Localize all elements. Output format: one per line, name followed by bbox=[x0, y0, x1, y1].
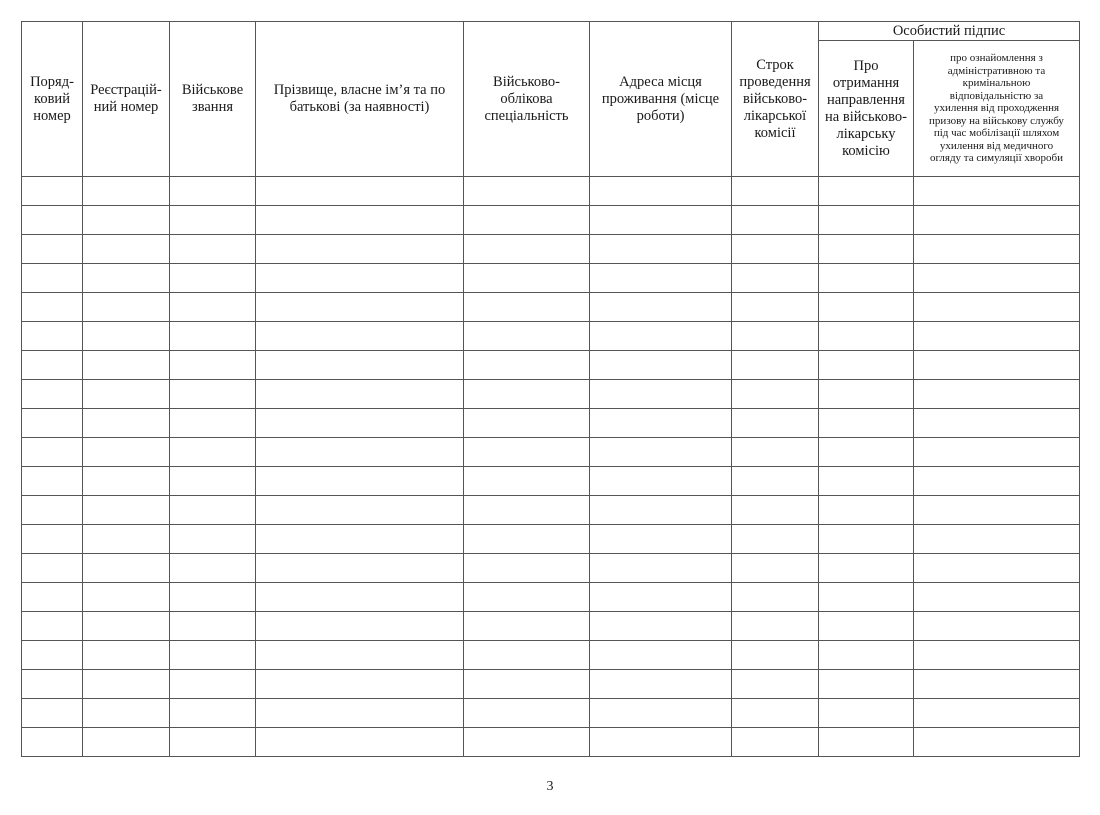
table-row bbox=[22, 177, 1080, 206]
table-cell[interactable] bbox=[170, 322, 256, 351]
table-cell[interactable] bbox=[170, 525, 256, 554]
table-row bbox=[22, 525, 1080, 554]
table-cell[interactable] bbox=[464, 612, 590, 641]
table-cell[interactable] bbox=[914, 612, 1080, 641]
table-row bbox=[22, 554, 1080, 583]
table-cell[interactable] bbox=[590, 612, 732, 641]
table-cell[interactable] bbox=[170, 554, 256, 583]
table-cell[interactable] bbox=[22, 641, 83, 670]
table-cell[interactable] bbox=[914, 351, 1080, 380]
table-cell[interactable] bbox=[590, 177, 732, 206]
table-cell[interactable] bbox=[464, 583, 590, 612]
col-header-rank-text: Військове звання bbox=[181, 82, 244, 115]
col-header-acknowledgement-text: про ознайомлення з адміністративною та кримінальною відповідальністю за ухилення від проходження призову на військову службу під час мобілізації шляхом ухилення від медичного огляду та симуляції хвороби bbox=[929, 52, 1064, 165]
table-cell[interactable] bbox=[256, 177, 464, 206]
table-cell[interactable] bbox=[732, 496, 819, 525]
table-cell[interactable] bbox=[914, 525, 1080, 554]
table-cell[interactable] bbox=[590, 264, 732, 293]
table-cell[interactable] bbox=[590, 206, 732, 235]
col-header-address bbox=[590, 22, 732, 177]
col-header-full-name bbox=[256, 22, 464, 177]
table-cell[interactable] bbox=[732, 670, 819, 699]
table-cell[interactable] bbox=[819, 206, 914, 235]
table-cell[interactable] bbox=[732, 177, 819, 206]
table-cell[interactable] bbox=[83, 438, 170, 467]
col-header-referral-text: Про отримання направлення на військово- лікарську комісію bbox=[825, 57, 907, 159]
table-cell[interactable] bbox=[256, 438, 464, 467]
table-cell[interactable] bbox=[819, 438, 914, 467]
table-cell[interactable] bbox=[914, 728, 1080, 757]
table-cell[interactable] bbox=[732, 351, 819, 380]
table-cell[interactable] bbox=[83, 177, 170, 206]
table-cell[interactable] bbox=[732, 612, 819, 641]
table-cell[interactable] bbox=[170, 467, 256, 496]
table-cell[interactable] bbox=[22, 496, 83, 525]
table-cell[interactable] bbox=[83, 670, 170, 699]
col-header-order bbox=[22, 22, 83, 177]
table-cell[interactable] bbox=[590, 293, 732, 322]
table-cell[interactable] bbox=[464, 206, 590, 235]
table-cell[interactable] bbox=[590, 380, 732, 409]
table-cell[interactable] bbox=[732, 583, 819, 612]
table-cell[interactable] bbox=[914, 467, 1080, 496]
table-cell[interactable] bbox=[464, 351, 590, 380]
table-cell[interactable] bbox=[170, 264, 256, 293]
table-cell[interactable] bbox=[170, 235, 256, 264]
table-cell[interactable] bbox=[914, 322, 1080, 351]
col-header-order-text: Поряд- ковий номер bbox=[30, 73, 74, 124]
table-cell[interactable] bbox=[83, 496, 170, 525]
table-cell[interactable] bbox=[256, 612, 464, 641]
table-cell[interactable] bbox=[170, 699, 256, 728]
table-cell[interactable] bbox=[83, 728, 170, 757]
table-cell[interactable] bbox=[590, 641, 732, 670]
table-row bbox=[22, 409, 1080, 438]
table-cell[interactable] bbox=[170, 351, 256, 380]
table-cell[interactable] bbox=[732, 438, 819, 467]
table-cell[interactable] bbox=[819, 380, 914, 409]
table-cell[interactable] bbox=[170, 641, 256, 670]
col-group-signature bbox=[819, 22, 1080, 41]
table-cell[interactable] bbox=[464, 264, 590, 293]
table-cell[interactable] bbox=[819, 351, 914, 380]
col-header-acknowledgement-signature bbox=[914, 41, 1080, 177]
table-cell[interactable] bbox=[464, 235, 590, 264]
table-cell[interactable] bbox=[819, 699, 914, 728]
table-cell[interactable] bbox=[83, 612, 170, 641]
table-cell[interactable] bbox=[256, 409, 464, 438]
table-cell[interactable] bbox=[914, 699, 1080, 728]
table-cell[interactable] bbox=[819, 409, 914, 438]
table-cell[interactable] bbox=[83, 699, 170, 728]
table-cell[interactable] bbox=[22, 206, 83, 235]
table-cell[interactable] bbox=[590, 496, 732, 525]
table-cell[interactable] bbox=[464, 467, 590, 496]
col-header-specialty-text: Військово- облікова спеціальність bbox=[484, 73, 569, 124]
table-cell[interactable] bbox=[914, 177, 1080, 206]
table-cell[interactable] bbox=[590, 699, 732, 728]
table-cell[interactable] bbox=[464, 438, 590, 467]
table-cell[interactable] bbox=[732, 641, 819, 670]
table-cell[interactable] bbox=[256, 554, 464, 583]
table-row bbox=[22, 293, 1080, 322]
table-row bbox=[22, 612, 1080, 641]
table-cell[interactable] bbox=[819, 554, 914, 583]
table-cell[interactable] bbox=[256, 380, 464, 409]
table-cell[interactable] bbox=[590, 322, 732, 351]
table-cell[interactable] bbox=[732, 525, 819, 554]
table-cell[interactable] bbox=[914, 264, 1080, 293]
table-cell[interactable] bbox=[464, 554, 590, 583]
table-cell[interactable] bbox=[22, 177, 83, 206]
table-cell[interactable] bbox=[590, 583, 732, 612]
table-cell[interactable] bbox=[732, 409, 819, 438]
col-header-term-text: Строк проведення військово- лікарської комісії bbox=[739, 56, 811, 141]
table-cell[interactable] bbox=[83, 467, 170, 496]
table-cell[interactable] bbox=[590, 351, 732, 380]
table-cell[interactable] bbox=[83, 206, 170, 235]
table-cell[interactable] bbox=[83, 554, 170, 583]
table-cell[interactable] bbox=[22, 293, 83, 322]
table-cell[interactable] bbox=[732, 554, 819, 583]
table-cell[interactable] bbox=[914, 438, 1080, 467]
table-row bbox=[22, 235, 1080, 264]
table-cell[interactable] bbox=[590, 438, 732, 467]
table-cell[interactable] bbox=[22, 583, 83, 612]
table-cell[interactable] bbox=[83, 322, 170, 351]
table-cell[interactable] bbox=[464, 409, 590, 438]
table-cell[interactable] bbox=[256, 467, 464, 496]
table-cell[interactable] bbox=[256, 235, 464, 264]
table-cell[interactable] bbox=[464, 728, 590, 757]
table-cell[interactable] bbox=[819, 235, 914, 264]
table-cell[interactable] bbox=[590, 235, 732, 264]
table-cell[interactable] bbox=[732, 380, 819, 409]
table-cell[interactable] bbox=[732, 264, 819, 293]
table-cell[interactable] bbox=[170, 438, 256, 467]
table-cell[interactable] bbox=[914, 409, 1080, 438]
table-cell[interactable] bbox=[464, 293, 590, 322]
table-cell[interactable] bbox=[914, 206, 1080, 235]
table-cell[interactable] bbox=[590, 467, 732, 496]
table-cell[interactable] bbox=[83, 641, 170, 670]
table-cell[interactable] bbox=[732, 293, 819, 322]
table-cell[interactable] bbox=[464, 525, 590, 554]
table-cell[interactable] bbox=[819, 467, 914, 496]
table-cell[interactable] bbox=[914, 583, 1080, 612]
table-cell[interactable] bbox=[170, 728, 256, 757]
table-row bbox=[22, 670, 1080, 699]
table-cell[interactable] bbox=[83, 264, 170, 293]
table-cell[interactable] bbox=[464, 641, 590, 670]
table-cell[interactable] bbox=[256, 351, 464, 380]
table-cell[interactable] bbox=[256, 264, 464, 293]
table-cell[interactable] bbox=[256, 206, 464, 235]
table-cell[interactable] bbox=[83, 293, 170, 322]
table-cell[interactable] bbox=[170, 206, 256, 235]
table-cell[interactable] bbox=[256, 496, 464, 525]
table-cell[interactable] bbox=[256, 293, 464, 322]
table-cell[interactable] bbox=[83, 525, 170, 554]
table-cell[interactable] bbox=[819, 728, 914, 757]
table-cell[interactable] bbox=[914, 496, 1080, 525]
table-cell[interactable] bbox=[83, 351, 170, 380]
table-cell[interactable] bbox=[22, 728, 83, 757]
table-body bbox=[22, 177, 1080, 757]
table-cell[interactable] bbox=[170, 177, 256, 206]
table-cell[interactable] bbox=[170, 496, 256, 525]
table-cell[interactable] bbox=[590, 525, 732, 554]
table-row bbox=[22, 496, 1080, 525]
table-cell[interactable] bbox=[22, 612, 83, 641]
table-cell[interactable] bbox=[256, 728, 464, 757]
table-cell[interactable] bbox=[819, 525, 914, 554]
table-cell[interactable] bbox=[464, 699, 590, 728]
table-cell[interactable] bbox=[22, 264, 83, 293]
table-cell[interactable] bbox=[256, 583, 464, 612]
table-cell[interactable] bbox=[170, 612, 256, 641]
table-cell[interactable] bbox=[819, 496, 914, 525]
page-number: 3 bbox=[546, 779, 554, 794]
table-cell[interactable] bbox=[170, 670, 256, 699]
table-row bbox=[22, 380, 1080, 409]
table-cell[interactable] bbox=[819, 177, 914, 206]
table-cell[interactable] bbox=[22, 438, 83, 467]
table-cell[interactable] bbox=[22, 409, 83, 438]
table-cell[interactable] bbox=[256, 322, 464, 351]
table-row bbox=[22, 206, 1080, 235]
table-cell[interactable] bbox=[819, 293, 914, 322]
register-table bbox=[21, 21, 1080, 757]
table-row bbox=[22, 641, 1080, 670]
table-row bbox=[22, 583, 1080, 612]
table-cell[interactable] bbox=[83, 583, 170, 612]
table-cell[interactable] bbox=[464, 670, 590, 699]
table-cell[interactable] bbox=[590, 728, 732, 757]
table-cell[interactable] bbox=[732, 322, 819, 351]
table-cell[interactable] bbox=[914, 554, 1080, 583]
table-row bbox=[22, 728, 1080, 757]
table-cell[interactable] bbox=[170, 409, 256, 438]
table-row bbox=[22, 351, 1080, 380]
table-cell[interactable] bbox=[819, 670, 914, 699]
table-row bbox=[22, 438, 1080, 467]
table-cell[interactable] bbox=[22, 322, 83, 351]
table-cell[interactable] bbox=[464, 177, 590, 206]
table-cell[interactable] bbox=[256, 525, 464, 554]
table-cell[interactable] bbox=[22, 525, 83, 554]
table-cell[interactable] bbox=[914, 293, 1080, 322]
table-cell[interactable] bbox=[22, 380, 83, 409]
table-cell[interactable] bbox=[732, 235, 819, 264]
table-cell[interactable] bbox=[819, 612, 914, 641]
table-cell[interactable] bbox=[83, 235, 170, 264]
table-cell[interactable] bbox=[590, 670, 732, 699]
col-header-rank bbox=[170, 22, 256, 177]
col-header-full-name-text: Прізвище, власне ім’я та по батькові (за наявності) bbox=[273, 82, 446, 115]
table-cell[interactable] bbox=[819, 264, 914, 293]
table-cell[interactable] bbox=[590, 554, 732, 583]
col-group-signature-text: Особистий підпис bbox=[892, 23, 1006, 39]
table-cell[interactable] bbox=[22, 554, 83, 583]
table-row bbox=[22, 264, 1080, 293]
table-cell[interactable] bbox=[732, 467, 819, 496]
table-cell[interactable] bbox=[22, 235, 83, 264]
table-cell[interactable] bbox=[170, 293, 256, 322]
table-cell[interactable] bbox=[914, 641, 1080, 670]
col-header-specialty bbox=[464, 22, 590, 177]
table-cell[interactable] bbox=[22, 670, 83, 699]
table-cell[interactable] bbox=[464, 380, 590, 409]
table-row bbox=[22, 699, 1080, 728]
col-header-registration-text: Реєстрацій- ний номер bbox=[90, 82, 162, 115]
table-cell[interactable] bbox=[464, 322, 590, 351]
table-cell[interactable] bbox=[256, 670, 464, 699]
table-cell[interactable] bbox=[914, 670, 1080, 699]
table-cell[interactable] bbox=[170, 380, 256, 409]
col-header-referral-signature bbox=[819, 41, 914, 177]
table-cell[interactable] bbox=[590, 409, 732, 438]
table-cell[interactable] bbox=[256, 641, 464, 670]
table-cell[interactable] bbox=[819, 322, 914, 351]
table-cell[interactable] bbox=[170, 583, 256, 612]
table-cell[interactable] bbox=[83, 380, 170, 409]
table-cell[interactable] bbox=[732, 728, 819, 757]
table-cell[interactable] bbox=[22, 467, 83, 496]
table-cell[interactable] bbox=[819, 641, 914, 670]
table-cell[interactable] bbox=[22, 699, 83, 728]
col-header-term bbox=[732, 22, 819, 177]
table-cell[interactable] bbox=[914, 380, 1080, 409]
table-cell[interactable] bbox=[732, 699, 819, 728]
table-cell[interactable] bbox=[83, 409, 170, 438]
table-cell[interactable] bbox=[22, 351, 83, 380]
table-cell[interactable] bbox=[732, 206, 819, 235]
table-cell[interactable] bbox=[256, 699, 464, 728]
table-row bbox=[22, 322, 1080, 351]
table-cell[interactable] bbox=[464, 496, 590, 525]
table-row bbox=[22, 467, 1080, 496]
col-header-address-text: Адреса місця проживання (місце роботи) bbox=[601, 73, 720, 124]
table-cell[interactable] bbox=[914, 235, 1080, 264]
table-cell[interactable] bbox=[819, 583, 914, 612]
col-header-registration bbox=[83, 22, 170, 177]
